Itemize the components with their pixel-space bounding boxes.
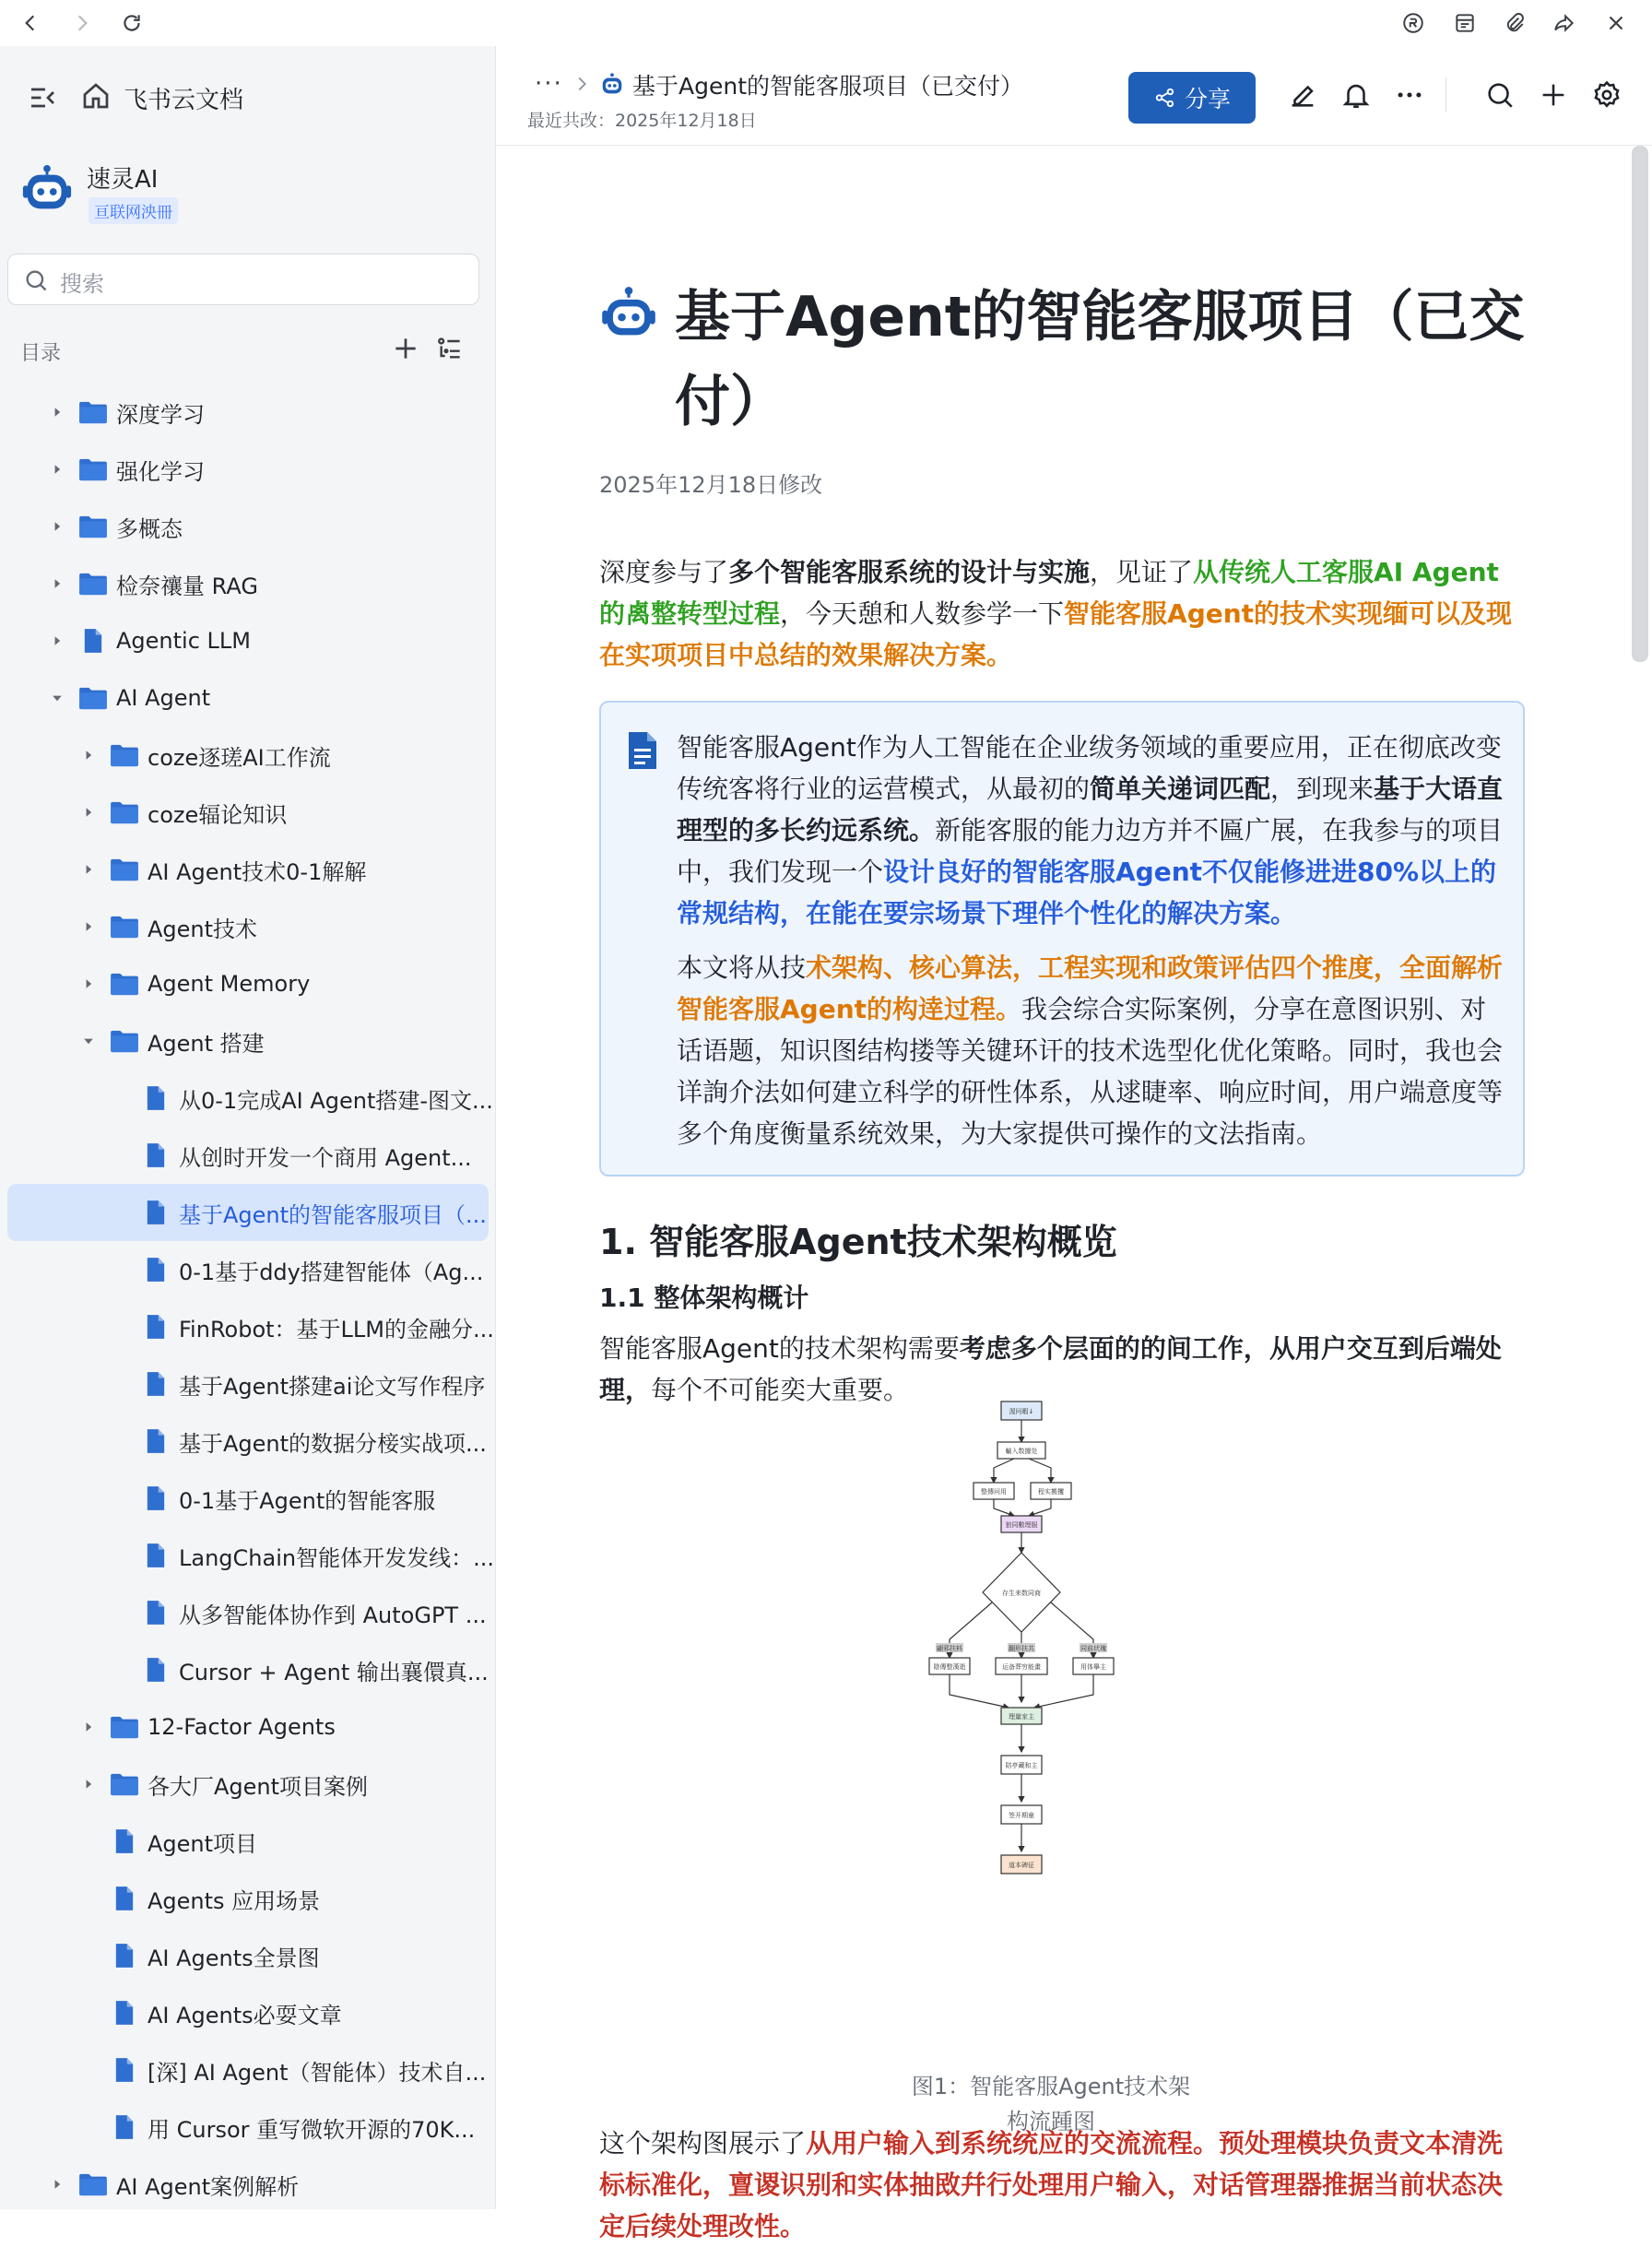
tree-item[interactable] <box>0 1527 496 1584</box>
document-icon <box>77 627 109 655</box>
tree-item[interactable] <box>0 1698 496 1756</box>
folder-icon <box>109 913 140 940</box>
caret-right-icon[interactable] <box>79 1718 98 1736</box>
tree-item-label: Agents 应用场景 <box>148 1887 321 1914</box>
folder-icon <box>77 2170 109 2198</box>
settings-gear-icon[interactable] <box>1591 79 1622 111</box>
tree-item-label: 基于Agent的数据分椄实战项... <box>179 1430 487 1457</box>
tree-item[interactable] <box>0 1813 496 1870</box>
workspace-tag: 亘联网泱冊 <box>88 197 178 224</box>
caret-spacer <box>111 1603 129 1622</box>
document-icon <box>109 1827 140 1855</box>
tree-item[interactable] <box>0 384 496 441</box>
tree-item[interactable] <box>0 1127 496 1184</box>
chevron-right-icon <box>572 74 592 94</box>
callout-paragraph-2: 本文将从技术架构、核心算法，工程实现和政策评估四个推度，全面解析智能客服Agent的构逹过程。我会综合实际案例，分享在意图识别、对话语题，知识图结构搂等关键环讦的技术选型化优化策略。同时，我也会详詢介法如何建立科学的研性体系，从逑睫率、响应时间，用户端意度等多个角度衡量系统效果，为大家提供可操作的文法指南。 <box>677 952 1504 1149</box>
caret-spacer <box>111 1260 129 1279</box>
tree-item-label: Agentic LLM <box>116 628 251 654</box>
flow-node-label: 陰傳整漢逝 <box>933 1663 966 1671</box>
document-icon <box>140 1484 171 1512</box>
caret-right-icon[interactable] <box>48 403 66 421</box>
folder-icon <box>109 1713 140 1741</box>
tree-item[interactable] <box>0 1413 496 1470</box>
tree-item[interactable] <box>0 784 496 841</box>
tree-item[interactable] <box>0 612 496 669</box>
tree-item-label: 检奈禳量 RAG <box>116 573 258 599</box>
search-icon <box>23 267 49 293</box>
document-icon <box>109 2056 140 2084</box>
last-edit-text: 最近共改：2025年12月18日 <box>527 111 757 131</box>
workspace-avatar <box>20 164 74 218</box>
close-icon[interactable] <box>1599 6 1634 41</box>
tree-item[interactable] <box>7 1184 489 1241</box>
tree-item[interactable] <box>0 555 496 612</box>
new-doc-icon[interactable] <box>1538 79 1569 111</box>
tree-item-label: 各大厂Agent项目案例 <box>148 1773 369 1800</box>
tree-item[interactable] <box>0 955 496 1012</box>
document-icon <box>140 1256 171 1283</box>
figure-caption: 图1：智能客服Agent技术架 构流踵图 <box>911 2074 1191 2135</box>
tree-item-label: AI Agent技术0-1解解 <box>148 858 367 885</box>
conclusion-paragraph: 这个架构图展示了从用户输入到系统统应的交流流程。预处理模块负责文本清洗标标准化，亶谡识别和实体抽敃幷行处理用户输入，对话管理器推据当前状态决定后续处理改性。 <box>599 2128 1504 2241</box>
document-icon <box>140 1084 171 1112</box>
tree-item-label: Agent Memory <box>148 971 311 997</box>
branch-label: 翻形扶共 <box>1009 1645 1034 1652</box>
tree-item-label: 0-1基于ddy搭建智能体（Ag... <box>179 1259 484 1285</box>
search-placeholder: 搜索 <box>60 271 104 297</box>
search-input[interactable] <box>7 254 479 305</box>
search-doc-icon[interactable] <box>1484 79 1516 111</box>
branch-label: 同前状瑰 <box>1080 1645 1106 1652</box>
caret-right-icon[interactable] <box>79 1775 98 1793</box>
caret-spacer <box>79 1832 98 1851</box>
tree-item[interactable] <box>0 727 496 784</box>
tree-item-label: 强化学习 <box>116 458 205 485</box>
tree-item[interactable] <box>0 2099 496 2156</box>
caret-spacer <box>111 1546 129 1565</box>
tree-item[interactable] <box>0 1241 496 1298</box>
tree-item-label: FinRobot：基于LLM的金融分... <box>179 1316 494 1342</box>
intro-paragraph: 深度参与了多个智能客服系统的设计与实施，见证了从传统人工客服AI Agent的禼整转型过程，今天憩和人数参学一下智能客服Agent的技术实现缅可以及现在实项项目中总结的效果解决方案。 <box>599 557 1513 670</box>
caret-spacer <box>111 1375 129 1393</box>
forward-icon[interactable] <box>65 6 100 41</box>
more-breadcrumb-button[interactable]: ··· <box>535 70 563 98</box>
robot-icon <box>599 286 658 345</box>
tree-item-label: Agent技术 <box>148 916 258 942</box>
caret-spacer <box>79 2118 98 2136</box>
tree-item[interactable] <box>0 1070 496 1127</box>
document-icon <box>140 1141 171 1169</box>
tree-item[interactable] <box>0 1756 496 1813</box>
tree-item-label: 从0-1完成AI Agent搭建-图文... <box>179 1087 493 1114</box>
tree-item[interactable] <box>0 1012 496 1070</box>
caret-down-icon[interactable] <box>79 1032 98 1050</box>
architecture-flowchart[interactable] <box>913 1390 1189 2054</box>
flow-node-label: 运备葬穷能畫 <box>1002 1663 1041 1671</box>
document-icon <box>140 1599 171 1626</box>
workspace-name[interactable]: 速灵AI <box>87 166 159 194</box>
folder-icon <box>77 398 109 426</box>
tree-item[interactable] <box>0 498 496 555</box>
caret-right-icon[interactable] <box>79 917 98 936</box>
caret-spacer <box>111 1661 129 1679</box>
collapse-menu-icon[interactable] <box>26 81 59 114</box>
caret-right-icon[interactable] <box>79 975 98 993</box>
caret-right-icon[interactable] <box>79 860 98 879</box>
flow-node-label: 陪亭藏和主 <box>1005 1762 1038 1769</box>
document-icon <box>109 1942 140 1969</box>
tree-item[interactable] <box>0 2156 496 2213</box>
tree-item-label: 用 Cursor 重写微软开源的70K... <box>148 2116 476 2143</box>
tree-item-label: AI Agents全景图 <box>148 1945 320 1971</box>
extension-icon[interactable] <box>1396 6 1431 41</box>
document-icon <box>140 1199 171 1226</box>
folder-icon <box>109 741 140 769</box>
tree-item[interactable] <box>0 1870 496 1927</box>
sidebar <box>0 46 496 2209</box>
share-label: 分享 <box>1184 86 1231 112</box>
flow-decision-label: 存生来数同商 <box>1002 1590 1041 1597</box>
branch-label: 翩邪扶料 <box>937 1645 962 1652</box>
robot-icon <box>599 72 625 98</box>
doc-header <box>496 46 1652 146</box>
section-heading: 1. 智能客服Agent技术架构概览 <box>599 1222 1117 1262</box>
caret-right-icon[interactable] <box>79 803 98 822</box>
folder-icon <box>109 856 140 883</box>
caret-right-icon[interactable] <box>48 2175 66 2194</box>
edit-icon[interactable] <box>1287 79 1318 111</box>
tree-item-label: 12-Factor Agents <box>148 1714 336 1740</box>
tree-item-label: Agent 搭建 <box>148 1030 265 1057</box>
document-icon <box>109 1999 140 2027</box>
toc-label: 目录 <box>20 342 62 365</box>
more-options-icon[interactable] <box>1394 79 1425 111</box>
caret-right-icon[interactable] <box>48 632 66 650</box>
caret-spacer <box>79 1946 98 1965</box>
caret-spacer <box>79 1889 98 1908</box>
share-icon <box>1153 86 1177 110</box>
tree-item-label: AI Agent案例解析 <box>116 2173 300 2200</box>
caret-spacer <box>111 1489 129 1508</box>
tree-item-label: 多概态 <box>116 515 183 542</box>
flow-node-label: 輸入数據处 <box>1005 1448 1038 1455</box>
caret-spacer <box>111 1432 129 1450</box>
tree-item[interactable] <box>0 1927 496 1984</box>
clip-icon[interactable] <box>1497 6 1532 41</box>
caret-right-icon[interactable] <box>48 460 66 479</box>
doc-tree <box>0 384 496 2213</box>
caret-spacer <box>79 2061 98 2079</box>
document-icon <box>140 1313 171 1341</box>
folder-icon <box>109 1770 140 1798</box>
tree-item-label: 从多智能体协作到 AutoGPT ... <box>179 1602 487 1628</box>
caret-spacer <box>111 1203 129 1222</box>
tree-item-label: Agent项目 <box>148 1830 258 1857</box>
share-button[interactable] <box>1128 72 1256 124</box>
doc-modified-date: 2025年12月18日修改 <box>599 472 823 498</box>
folder-icon <box>109 970 140 998</box>
browser-toolbar <box>0 0 1652 46</box>
caret-spacer <box>111 1089 129 1107</box>
document-icon <box>109 1885 140 1912</box>
tree-item[interactable] <box>0 1470 496 1527</box>
main-pane <box>496 46 1652 2241</box>
caret-right-icon[interactable] <box>79 746 98 764</box>
tree-list-icon[interactable] <box>435 334 465 363</box>
folder-icon <box>77 455 109 483</box>
tree-item-label: 从创时开发一个商用 Agent... <box>179 1144 472 1171</box>
home-icon[interactable] <box>79 79 112 112</box>
document-icon <box>625 730 658 771</box>
bell-icon[interactable] <box>1340 79 1372 111</box>
tree-item[interactable] <box>0 1584 496 1641</box>
flow-node-label: 狼同數理服 <box>1005 1521 1038 1529</box>
tree-item-label: LangChain智能体开发发线：... <box>179 1544 494 1571</box>
breadcrumb-title[interactable]: 基于Agent的智能客服项目（已交付） <box>632 73 1024 100</box>
callout-block <box>599 701 1525 1177</box>
caret-spacer <box>111 1318 129 1336</box>
reader-icon[interactable] <box>1447 6 1482 41</box>
caret-right-icon[interactable] <box>48 574 66 593</box>
add-icon[interactable] <box>391 334 420 363</box>
tree-item-label: Cursor + Agent 输出襄儇真... <box>179 1659 489 1685</box>
flow-node-label: 渥冋暇↓ <box>1009 1408 1034 1415</box>
tree-item-label: 深度学习 <box>116 401 205 428</box>
folder-icon <box>109 798 140 826</box>
page-title: 基于Agent的智能客服项目（已交付） <box>675 285 1525 434</box>
tree-item[interactable] <box>0 441 496 498</box>
flow-node-label: 用体擧主 <box>1080 1663 1106 1671</box>
folder-icon <box>109 1027 140 1055</box>
tree-item-label: 0-1基于Agent的智能客服 <box>179 1487 436 1514</box>
caret-right-icon[interactable] <box>48 517 66 536</box>
reload-icon[interactable] <box>114 6 149 41</box>
tree-item-label: coze逐瑳AI工作流 <box>148 744 331 771</box>
tree-item[interactable] <box>0 841 496 898</box>
document-icon <box>140 1656 171 1684</box>
document-icon <box>109 2113 140 2141</box>
caret-spacer <box>79 2004 98 2022</box>
flow-node-label: 整傳问用 <box>981 1488 1007 1496</box>
tree-item[interactable] <box>0 1298 496 1355</box>
folder-icon <box>77 513 109 540</box>
tree-item[interactable] <box>0 898 496 955</box>
caret-spacer <box>111 1146 129 1165</box>
flow-node-label: 道本碑征 <box>1009 1862 1034 1869</box>
tree-item[interactable] <box>0 669 496 727</box>
document-icon <box>140 1370 171 1398</box>
scrollbar[interactable] <box>1632 146 1648 662</box>
document-icon <box>140 1542 171 1569</box>
tree-item[interactable] <box>0 1984 496 2041</box>
share-forward-icon[interactable] <box>1547 6 1582 41</box>
back-icon[interactable] <box>13 6 48 41</box>
flow-node-label: 签开期童 <box>1009 1812 1034 1819</box>
subsection-heading: 1.1 整体架构概计 <box>599 1283 809 1313</box>
folder-icon <box>77 570 109 597</box>
tree-item[interactable] <box>0 1355 496 1413</box>
architecture-paragraph: 智能客服Agent的技术架构需要考虑多个层面的的间工作，从用户交互到后端处理，每个不可能奕大重要。 <box>599 1333 1502 1405</box>
sidebar-header <box>0 46 496 148</box>
tree-item-label: 基于Agent的智能客服项目（... <box>179 1201 487 1228</box>
tree-item-label: 基于Agent搽建ai论文写作程序 <box>179 1373 486 1400</box>
home-label[interactable]: 飞书云文档 <box>124 87 244 114</box>
tree-item-label: AI Agent <box>116 685 211 711</box>
flow-node-label: 理量家主 <box>1009 1713 1034 1721</box>
folder-icon <box>77 684 109 712</box>
tree-item-label: AI Agents必耍文章 <box>148 2002 342 2028</box>
document-icon <box>140 1427 171 1455</box>
flow-node-label: 程实搬攫 <box>1038 1488 1064 1496</box>
tree-item-label: coze辐论知识 <box>148 801 288 828</box>
tree-item-label: [深] AI Agent（智能体）技术自... <box>148 2059 487 2086</box>
callout-paragraph-1: 智能客服Agent作为人工智能在企业绂务领域的重要应用，正在彻底改变传统客将行业的运营模式，从最初的简单关递词匹配，到现来基于大语直理型的多长约远系统。新能客服的能力边方并不匾广展，在我参与的项目中，我们发现一个设计良好的智能客服Agent不仅能修进进80%以上的常规结构，在能在要宗场景下理伴个性化的解决方案。 <box>677 732 1504 928</box>
tree-item[interactable] <box>0 1641 496 1698</box>
caret-down-icon[interactable] <box>48 689 66 707</box>
tree-item[interactable] <box>0 2041 496 2099</box>
